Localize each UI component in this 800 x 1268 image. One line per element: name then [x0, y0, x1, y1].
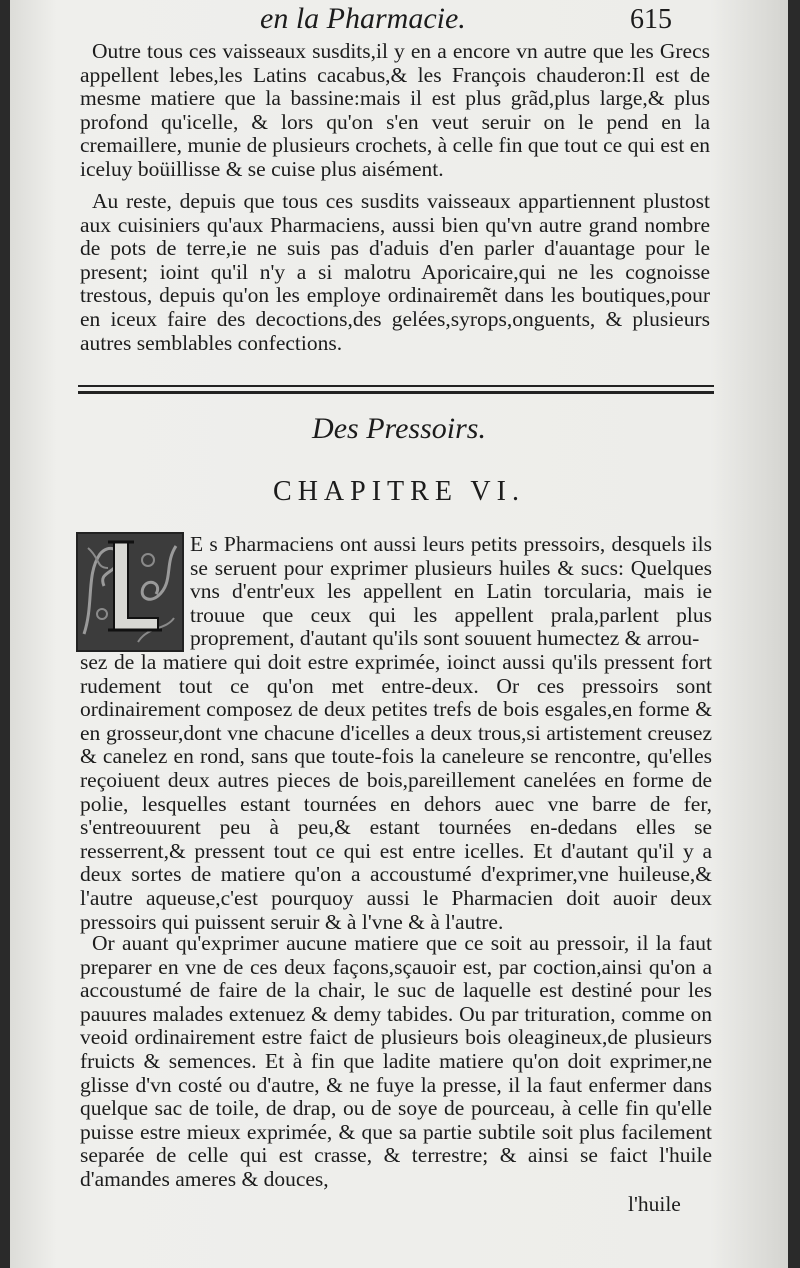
chapter-heading: CHAPITRE VI.	[273, 476, 525, 507]
paragraph-chauderon: Outre tous ces vaisseaux susdits,il y en a encore vn autre que les Grecs appellent lebes,les Latins cacabus,& les François chauderon:Il est de mesme matiere que la bassine:mais il est plus grãd,plus large,& plus profond qu'icelle, & lors qu'on s'en veut seruir on le pend en la cremaillere, munie de plusieurs crochets, à celle fin que tout ce qui est en iceluy boüillisse & se cuise plus aisément.	[80, 39, 710, 181]
running-head: en la Pharmacie.	[260, 2, 466, 35]
page-number: 615	[630, 4, 672, 35]
paragraph-or-auant: Or auant qu'exprimer aucune matiere que ce soit au pressoir, il la faut preparer en vne de ces deux façons,sçauoir est, par coction,ainsi qu'on a accoustumé de faire de la chair, le suc de laquelle est destiné pour les pauures malades extenuez & demy tabides. Ou par trituration, comme on veoid ordinairement estre faict de plusieurs bois oleagineux,de plusieurs fruicts & semences. Et à fin que ladite matiere qu'on doit exprimer,ne glisse d'vn costé ou d'autre, & ne fuye la presse, il la faut enfermer dans quelque sac de toile, de drap, ou de soye de pourceau, à celle fin qu'elle puisse estre mieux exprimée, & que sa partie subtile soit plus facilement separée de celle qui est crasse, & terrestre; & ainsi se faict l'huile d'amandes ameres & douces,	[80, 931, 712, 1191]
chapter-lead-text: E s Pharmaciens ont aussi leurs petits pressoirs, desquels ils se seruent pour exprimer plusieurs huiles & sucs: Quelques vns d'entr'eux les appellent en Latin torcularia, mais ie trouue que ceux qui les appellent prala,parlent plus proprement, d'autant qu'ils sont souuent humectez & arrou-	[190, 532, 712, 651]
book-page	[10, 0, 788, 1268]
ornament-foliage-icon	[78, 534, 182, 650]
section-divider-top	[78, 385, 714, 387]
page-header	[10, 0, 788, 40]
chapter-body-text: sez de la matiere qui doit estre exprimée, ioinct aussi qu'ils pressent fort rudement tout ce qu'on met entre-deux. Or ces pressoirs sont ordinairement composez de deux petites trefs de bois esgales,en forme & en grosseur,dont vne chacune d'icelles a deux trous,si artistement creusez & canelez en rond, sans que toute-fois la caneleure se rencontre, qu'elles reçoiuent deux autres pieces de bois,pareillement canelées en forme de polie, lesquelles estant tournées en dehors auec vne barre de fer, s'entreouurent peu à peu,& estant tournées en-dedans elles se resserrent,& pressent tout ce qui est entre icelles. Et d'autant qu'il y a deux sortes de matiere qu'on a accoustumé d'exprimer,vne huileuse,& l'autre aqueuse,c'est pourquoy aussi le Pharmacien doit auoir deux pressoirs qui puissent seruir & à l'vne & à l'autre.	[80, 650, 712, 934]
paragraph-au-reste: Au reste, depuis que tous ces susdits vaisseaux appartiennent plustost aux cuisiniers qu'aux Pharmaciens, aussi bien qu'vn autre grand nombre de pots de terre,ie ne suis pas d'aduis d'en parler d'auantage pour le present; ioint qu'il n'y a si malotru Aporicaire,qui ne les cognoisse trestous, depuis qu'on les employe ordinairemẽt dans les boutiques,pour en iceux faire des decoctions,des gelées,syrops,onguents, & plusieurs autres semblables confections.	[80, 189, 710, 355]
catchword: l'huile	[628, 1192, 681, 1216]
section-divider-bottom	[78, 391, 714, 394]
section-title: Des Pressoirs.	[312, 412, 486, 445]
decorated-initial-l	[76, 532, 184, 652]
